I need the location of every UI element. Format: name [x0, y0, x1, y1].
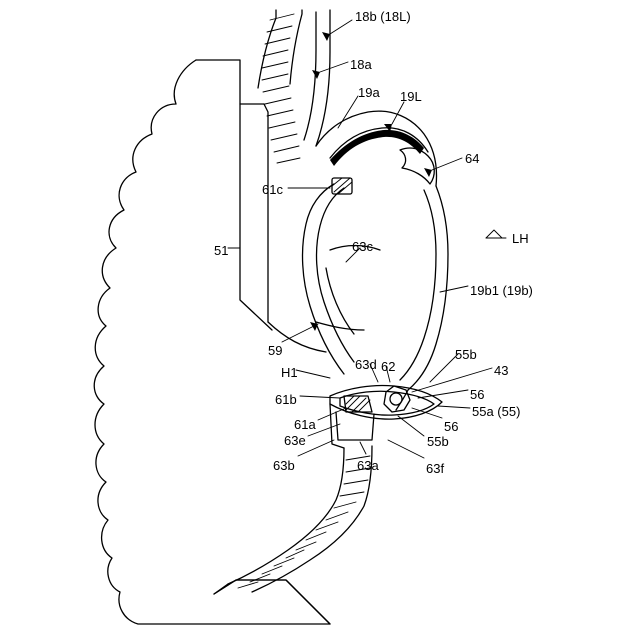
label-61a: 61a — [294, 417, 316, 432]
surface-59 — [316, 322, 364, 330]
label-63a: 63a — [357, 458, 379, 473]
member-63-outer — [303, 184, 344, 374]
label-55b-bottom: 55b — [427, 434, 449, 449]
label-19a: 19a — [358, 85, 380, 100]
pillar-18-inner — [290, 10, 302, 84]
label-55a: 55a (55) — [472, 404, 521, 419]
pillar-18-outer — [258, 10, 276, 88]
roof-panel-outline — [196, 60, 264, 104]
label-63d: 63d — [355, 357, 377, 372]
label-61c: 61c — [262, 182, 283, 197]
lower-pillar-foot — [214, 580, 330, 624]
roof-panel-edge-2 — [264, 104, 268, 322]
member-19b1-inner — [400, 190, 436, 380]
label-56-bottom: 56 — [444, 419, 459, 434]
label-h1: H1 — [281, 365, 298, 380]
label-63c: 63c — [352, 239, 373, 254]
lower-pillar-inner — [252, 446, 372, 592]
label-64: 64 — [465, 151, 480, 166]
label-19L: 19L — [400, 89, 422, 104]
label-63e: 63e — [284, 433, 306, 448]
label-51: 51 — [214, 243, 229, 258]
label-19b1: 19b1 (19b) — [470, 283, 533, 298]
roof-panel-edge-1 — [240, 104, 272, 330]
label-59: 59 — [268, 343, 283, 358]
member-63-inner — [317, 188, 354, 362]
arrowheads — [310, 32, 432, 331]
label-18a: 18a — [350, 57, 372, 72]
hatch-61c — [332, 178, 352, 194]
pillar-18-right — [316, 10, 330, 146]
label-63f: 63f — [426, 461, 445, 476]
label-56-top: 56 — [470, 387, 485, 402]
label-18b: 18b (18L) — [355, 9, 411, 24]
pillar-18-right-inner — [304, 12, 316, 140]
panel-64-feature — [400, 148, 434, 184]
label-61b: 61b — [275, 392, 297, 407]
hatch-lower-pillar — [238, 456, 370, 588]
label-55b-top: 55b — [455, 347, 477, 362]
label-62: 62 — [381, 359, 396, 374]
member-19b1-outer — [408, 186, 448, 390]
surface-63c-2 — [326, 268, 354, 334]
label-63b: 63b — [273, 458, 295, 473]
direction-marker-label: LH — [512, 231, 529, 246]
label-43: 43 — [494, 363, 509, 378]
joint-plate-outer — [330, 385, 442, 419]
flange-63a — [336, 412, 374, 440]
